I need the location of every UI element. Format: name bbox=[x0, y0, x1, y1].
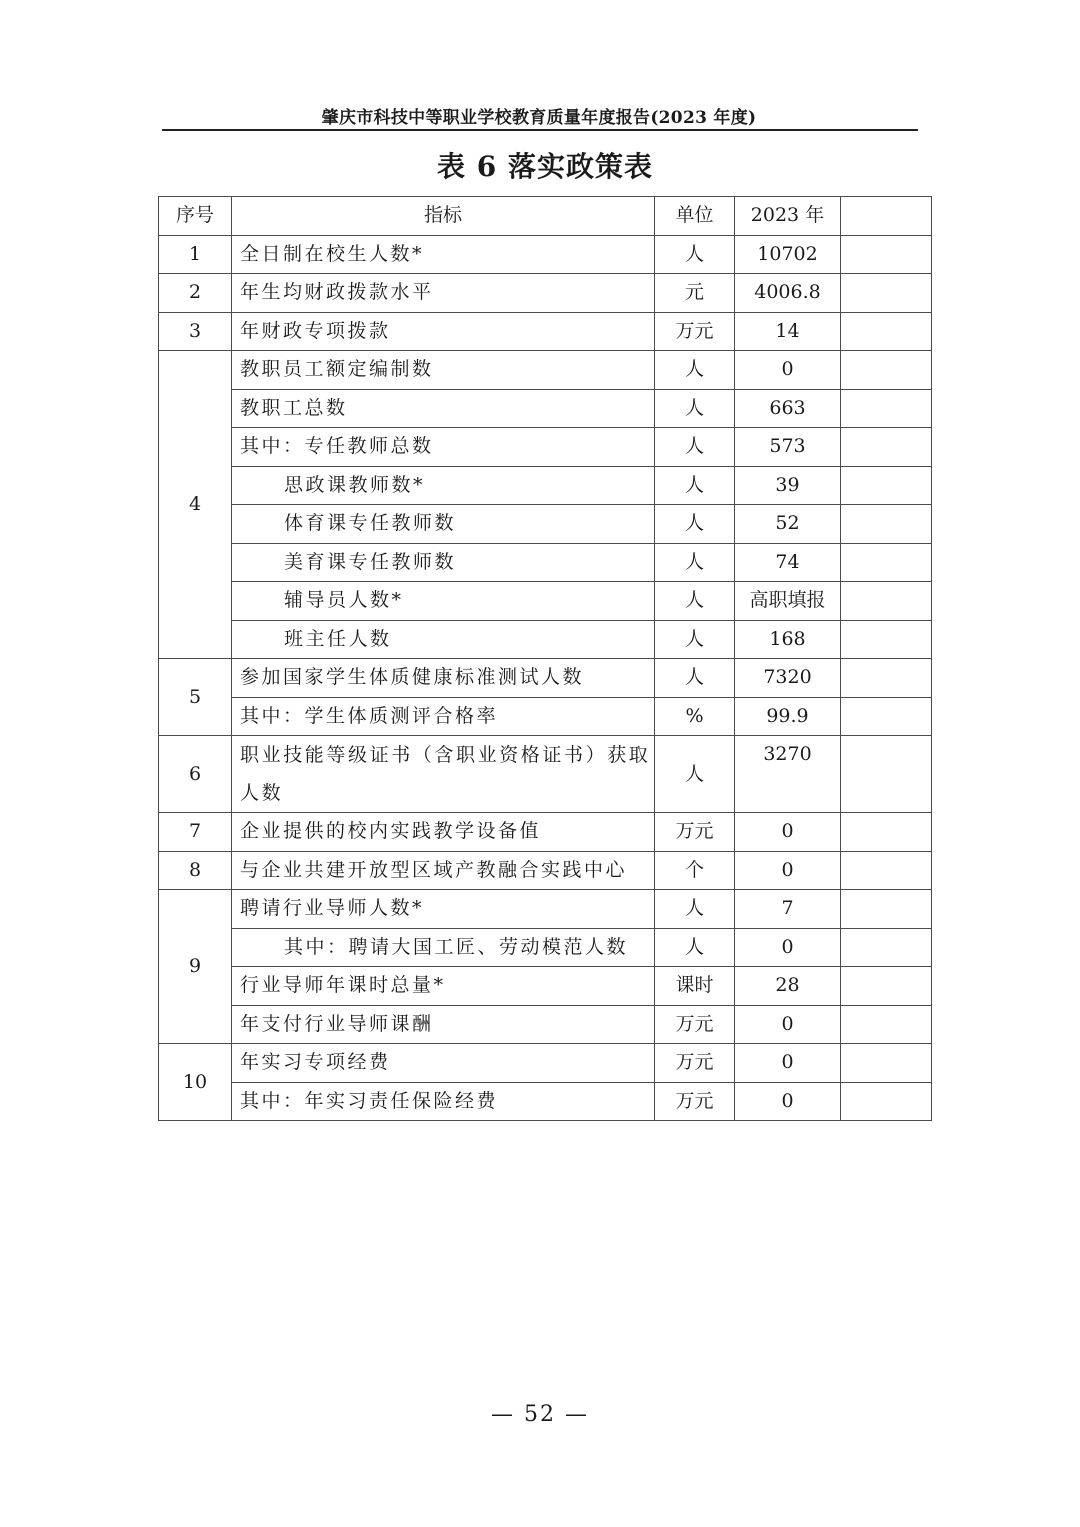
row-seq: 5 bbox=[159, 659, 232, 736]
row-seq: 3 bbox=[159, 312, 232, 351]
row-value: 0 bbox=[735, 1082, 841, 1121]
policy-table bbox=[158, 196, 932, 1121]
table-header-row bbox=[159, 197, 932, 236]
row-value: 573 bbox=[735, 428, 841, 467]
row-unit: 万元 bbox=[655, 1082, 735, 1121]
table-row bbox=[159, 235, 932, 274]
row-unit: 万元 bbox=[655, 1044, 735, 1083]
row-indicator: 教职工总数 bbox=[232, 389, 655, 428]
page-number: — 52 — bbox=[491, 1402, 589, 1427]
row-value: 0 bbox=[735, 851, 841, 890]
row-unit: 课时 bbox=[655, 967, 735, 1006]
row-indicator: 与企业共建开放型区域产教融合实践中心 bbox=[232, 851, 655, 890]
table-row bbox=[159, 351, 932, 390]
header-divider bbox=[162, 129, 918, 131]
table-row bbox=[159, 851, 932, 890]
table-row bbox=[159, 736, 932, 813]
row-value: 74 bbox=[735, 543, 841, 582]
row-empty-cell bbox=[841, 351, 932, 390]
table-row bbox=[159, 1044, 932, 1083]
row-indicator: 其中：年实习责任保险经费 bbox=[232, 1082, 655, 1121]
row-empty-cell bbox=[841, 312, 932, 351]
row-unit: 元 bbox=[655, 274, 735, 313]
row-value: 28 bbox=[735, 967, 841, 1006]
row-value: 14 bbox=[735, 312, 841, 351]
row-empty-cell bbox=[841, 697, 932, 736]
header-seq: 序号 bbox=[159, 197, 232, 236]
row-empty-cell bbox=[841, 582, 932, 621]
row-unit: 万元 bbox=[655, 813, 735, 852]
row-indicator: 体育课专任教师数 bbox=[232, 505, 655, 544]
row-unit: 万元 bbox=[655, 312, 735, 351]
row-indicator: 其中：专任教师总数 bbox=[232, 428, 655, 467]
row-indicator: 参加国家学生体质健康标准测试人数 bbox=[232, 659, 655, 698]
table-row bbox=[159, 582, 932, 621]
table-row bbox=[159, 389, 932, 428]
row-indicator: 全日制在校生人数* bbox=[232, 235, 655, 274]
row-unit: 人 bbox=[655, 543, 735, 582]
row-indicator: 年实习专项经费 bbox=[232, 1044, 655, 1083]
row-value: 52 bbox=[735, 505, 841, 544]
table-row bbox=[159, 1005, 932, 1044]
table-row bbox=[159, 274, 932, 313]
table-row bbox=[159, 697, 932, 736]
row-empty-cell bbox=[841, 1082, 932, 1121]
header-unit: 单位 bbox=[655, 197, 735, 236]
row-empty-cell bbox=[841, 466, 932, 505]
row-value: 10702 bbox=[735, 235, 841, 274]
header-year: 2023 年 bbox=[735, 197, 841, 236]
row-indicator: 其中：聘请大国工匠、劳动模范人数 bbox=[232, 928, 655, 967]
row-unit: 万元 bbox=[655, 1005, 735, 1044]
table-row bbox=[159, 543, 932, 582]
table-row bbox=[159, 505, 932, 544]
row-seq: 7 bbox=[159, 813, 232, 852]
row-indicator: 企业提供的校内实践教学设备值 bbox=[232, 813, 655, 852]
row-seq: 6 bbox=[159, 736, 232, 813]
row-value: 4006.8 bbox=[735, 274, 841, 313]
row-value: 高职填报 bbox=[735, 582, 841, 621]
row-unit: 人 bbox=[655, 466, 735, 505]
row-unit: 人 bbox=[655, 235, 735, 274]
row-value: 39 bbox=[735, 466, 841, 505]
row-empty-cell bbox=[841, 890, 932, 929]
row-indicator: 班主任人数 bbox=[232, 620, 655, 659]
table-row bbox=[159, 659, 932, 698]
row-value: 7320 bbox=[735, 659, 841, 698]
row-indicator: 思政课教师数* bbox=[232, 466, 655, 505]
table-row bbox=[159, 890, 932, 929]
row-indicator: 职业技能等级证书（含职业资格证书）获取人数 bbox=[232, 736, 655, 813]
row-value: 0 bbox=[735, 1044, 841, 1083]
row-indicator: 行业导师年课时总量* bbox=[232, 967, 655, 1006]
row-unit: 人 bbox=[655, 928, 735, 967]
row-unit: % bbox=[655, 697, 735, 736]
table-title: 表 6 落实政策表 bbox=[437, 150, 653, 183]
row-empty-cell bbox=[841, 1044, 932, 1083]
row-value: 663 bbox=[735, 389, 841, 428]
row-empty-cell bbox=[841, 659, 932, 698]
table-row bbox=[159, 813, 932, 852]
row-empty-cell bbox=[841, 928, 932, 967]
row-seq: 1 bbox=[159, 235, 232, 274]
row-seq: 4 bbox=[159, 351, 232, 659]
row-empty-cell bbox=[841, 389, 932, 428]
row-value: 0 bbox=[735, 813, 841, 852]
row-indicator: 聘请行业导师人数* bbox=[232, 890, 655, 929]
header-indicator: 指标 bbox=[232, 197, 655, 236]
row-indicator: 其中：学生体质测评合格率 bbox=[232, 697, 655, 736]
table-row bbox=[159, 620, 932, 659]
row-empty-cell bbox=[841, 428, 932, 467]
row-indicator: 年财政专项拨款 bbox=[232, 312, 655, 351]
row-value: 7 bbox=[735, 890, 841, 929]
table-row bbox=[159, 312, 932, 351]
row-indicator: 年支付行业导师课酬 bbox=[232, 1005, 655, 1044]
header-empty-cell bbox=[841, 197, 932, 236]
row-empty-cell bbox=[841, 1005, 932, 1044]
row-value: 99.9 bbox=[735, 697, 841, 736]
table-row bbox=[159, 1082, 932, 1121]
row-unit: 人 bbox=[655, 736, 735, 813]
row-empty-cell bbox=[841, 505, 932, 544]
row-seq: 10 bbox=[159, 1044, 232, 1121]
row-indicator: 年生均财政拨款水平 bbox=[232, 274, 655, 313]
row-value: 0 bbox=[735, 928, 841, 967]
report-header: 肇庆市科技中等职业学校教育质量年度报告(2023 年度) bbox=[321, 108, 757, 128]
row-empty-cell bbox=[841, 274, 932, 313]
row-unit: 人 bbox=[655, 428, 735, 467]
row-value: 0 bbox=[735, 351, 841, 390]
row-indicator: 辅导员人数* bbox=[232, 582, 655, 621]
row-empty-cell bbox=[841, 543, 932, 582]
row-empty-cell bbox=[841, 736, 932, 813]
row-empty-cell bbox=[841, 813, 932, 852]
row-empty-cell bbox=[841, 620, 932, 659]
row-unit: 人 bbox=[655, 389, 735, 428]
row-unit: 人 bbox=[655, 351, 735, 390]
row-unit: 人 bbox=[655, 620, 735, 659]
row-unit: 人 bbox=[655, 505, 735, 544]
row-value: 168 bbox=[735, 620, 841, 659]
row-unit: 个 bbox=[655, 851, 735, 890]
table-row bbox=[159, 967, 932, 1006]
row-empty-cell bbox=[841, 851, 932, 890]
row-seq: 2 bbox=[159, 274, 232, 313]
table-row bbox=[159, 428, 932, 467]
row-seq: 8 bbox=[159, 851, 232, 890]
table-row bbox=[159, 466, 932, 505]
row-value: 3270 bbox=[735, 736, 841, 813]
row-value: 0 bbox=[735, 1005, 841, 1044]
row-unit: 人 bbox=[655, 890, 735, 929]
row-unit: 人 bbox=[655, 582, 735, 621]
table-row bbox=[159, 928, 932, 967]
row-indicator: 美育课专任教师数 bbox=[232, 543, 655, 582]
row-seq: 9 bbox=[159, 890, 232, 1044]
row-unit: 人 bbox=[655, 659, 735, 698]
row-empty-cell bbox=[841, 967, 932, 1006]
row-indicator: 教职员工额定编制数 bbox=[232, 351, 655, 390]
row-empty-cell bbox=[841, 235, 932, 274]
